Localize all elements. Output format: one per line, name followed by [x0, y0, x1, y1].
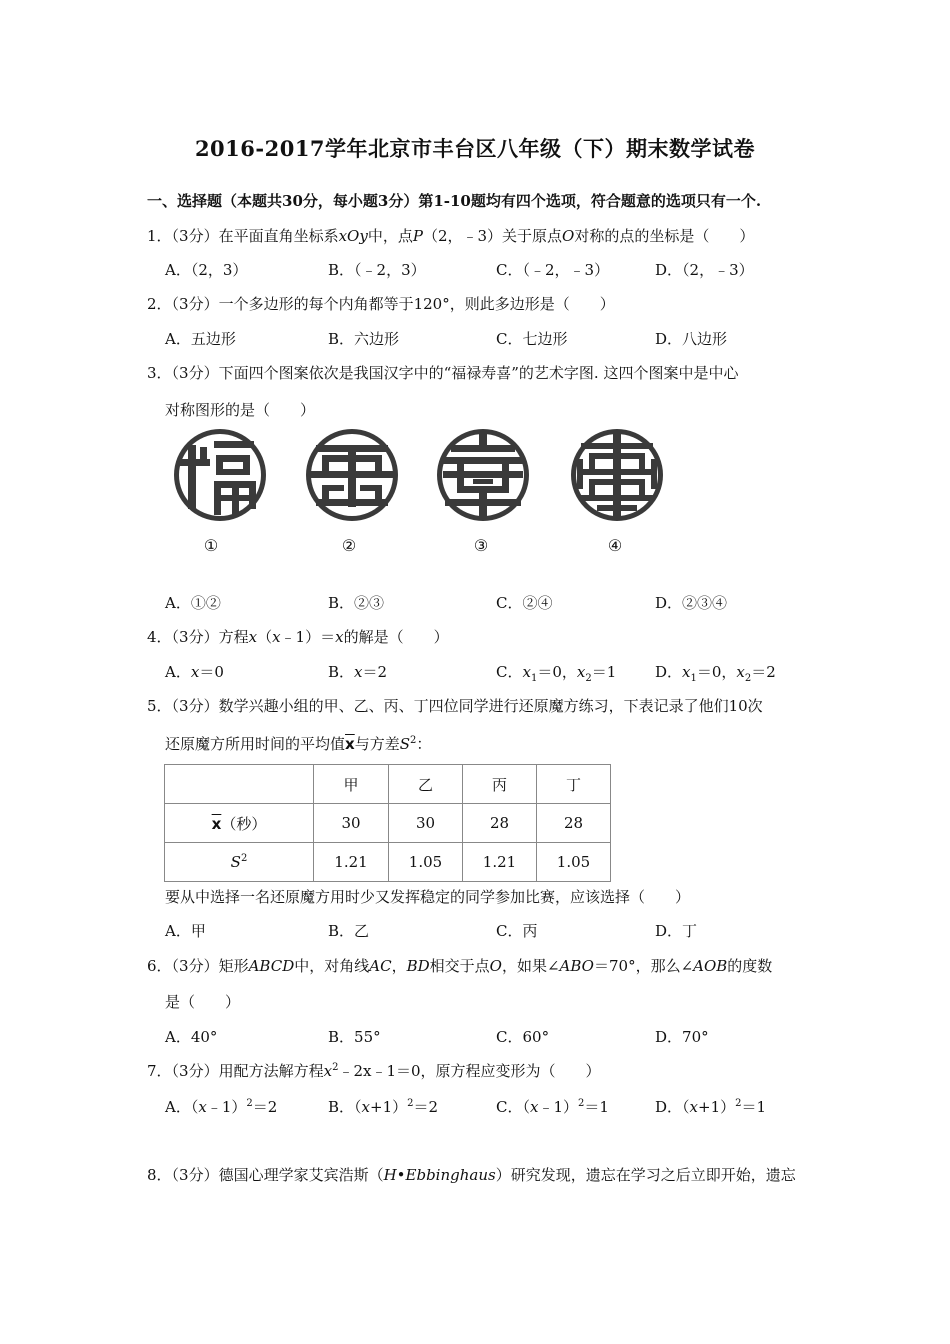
q6-option-d: D．70°	[655, 1028, 709, 1046]
q5-option-c: C．丙	[496, 922, 538, 940]
q3-option-c: C．②④	[496, 594, 553, 612]
q2-option-b: B．六边形	[328, 330, 400, 348]
q2-option-c: C．七边形	[496, 330, 568, 348]
q7-option-c: C．（x﹣1）$^2$＝1	[496, 1098, 609, 1116]
row-label-variance: $S^2$	[165, 843, 314, 882]
table-cell: 1.05	[389, 843, 463, 882]
figure-label-4: ④	[607, 536, 623, 555]
table-cell: 28	[537, 804, 611, 843]
exam-title: 2016-2017学年北京市丰台区八年级（下）期末数学试卷	[194, 136, 756, 161]
question-8-stem: 8．（3分）德国心理学家艾宾浩斯（H•Ebbinghaus）研究发现，遗忘在学习之后立即开始，遗忘	[147, 1166, 796, 1184]
table-cell: 28	[463, 804, 537, 843]
table-row	[165, 765, 611, 804]
q6-option-b: B．55°	[328, 1028, 381, 1046]
q2-option-a: A．五边形	[165, 330, 236, 348]
q5-option-d: D．丁	[655, 922, 698, 940]
section-heading: 一、选择题（本题共30分，每小题3分）第1-10题均有四个选项，符合题意的选项只有一个.	[147, 192, 762, 210]
q7-option-a: A．（x﹣1）$^2$＝2	[165, 1098, 278, 1116]
q1-option-a: A．（2，3）	[165, 261, 248, 279]
q3-figures	[165, 425, 685, 565]
table-cell: 1.05	[537, 843, 611, 882]
table-cell: 30	[314, 804, 389, 843]
table-header-cell	[165, 765, 314, 804]
q6-option-a: A．40°	[165, 1028, 218, 1046]
table-cell: 1.21	[314, 843, 389, 882]
xi-character-figure	[567, 425, 667, 525]
q4-option-c: C．$x_1=0$，$x_2=1$	[496, 663, 617, 684]
q5-option-b: B．乙	[328, 922, 370, 940]
q1-option-d: D．（2，﹣3）	[655, 261, 754, 279]
q5-option-a: A．甲	[165, 922, 206, 940]
q4-option-a: A．x＝0	[165, 663, 224, 681]
question-3-stem-line1: 3．（3分）下面四个图案依次是我国汉字中的“福禄寿喜”的艺术字图. 这四个图案中是中心	[147, 364, 739, 382]
q6-option-c: C．60°	[496, 1028, 550, 1046]
question-1-stem: 1．（3分）在平面直角坐标系xOy中，点P（2，﹣3）关于原点O对称的点的坐标是（ ）	[147, 227, 755, 245]
q3-option-a: A．①②	[165, 594, 221, 612]
table-header-cell: 甲	[314, 765, 389, 804]
q3-option-b: B．②③	[328, 594, 385, 612]
table-cell: 1.21	[463, 843, 537, 882]
q1-option-c: C．（﹣2，﹣3）	[496, 261, 610, 279]
table-header-cell: 乙	[389, 765, 463, 804]
question-2-stem: 2．（3分）一个多边形的每个内角都等于120°，则此多边形是（ ）	[147, 295, 615, 313]
q4-option-d: D．$x_1=0$，$x_2=2$	[655, 663, 776, 684]
question-6-stem-line1: 6．（3分）矩形ABCD中，对角线AC，BD相交于点O，如果∠ABO＝70°，那么∠AOB的度数	[147, 957, 773, 975]
question-4-stem: 4．（3分）方程x（x﹣1）＝x的解是（ ）	[147, 628, 449, 646]
stats-table	[164, 764, 611, 882]
q2-option-d: D．八边形	[655, 330, 728, 348]
table-header-cell: 丁	[537, 765, 611, 804]
question-3-stem-line2: 对称图形的是（ ）	[165, 401, 316, 419]
question-5-stem-line1: 5．（3分）数学兴趣小组的甲、乙、丙、丁四位同学进行还原魔方练习，下表记录了他们10次	[147, 697, 763, 715]
q3-option-d: D．②③④	[655, 594, 728, 612]
question-6-stem-line2: 是（ ）	[165, 993, 241, 1011]
table-row	[165, 843, 611, 882]
q1-option-b: B．（﹣2，3）	[328, 261, 426, 279]
fu-character-figure	[170, 425, 270, 525]
q7-option-d: D．$(x+1)^2=1$	[655, 1098, 767, 1116]
lu-character-figure	[302, 425, 402, 525]
question-5-followup: 要从中选择一名还原魔方用时少又发挥稳定的同学参加比赛，应该选择（ ）	[165, 888, 691, 906]
q7-option-b: B．$(x+1)^2=2$	[328, 1098, 439, 1116]
question-5-stem-line2: 还原魔方所用时间的平均值$\overline{x}$与方差$S^2$：	[165, 735, 432, 753]
figure-label-3: ③	[473, 536, 489, 555]
row-label-mean: $\overline{x}$（秒）	[165, 804, 314, 843]
shou-character-figure	[433, 425, 533, 525]
figure-label-1: ①	[203, 536, 219, 555]
q4-option-b: B．x＝2	[328, 663, 388, 681]
table-row	[165, 804, 611, 843]
table-header-cell: 丙	[463, 765, 537, 804]
table-cell: 30	[389, 804, 463, 843]
question-7-stem: 7．（3分）用配方法解方程$x^2﹣2x﹣1=0$，原方程应变形为（ ）	[147, 1062, 601, 1080]
figure-label-2: ②	[341, 536, 357, 555]
